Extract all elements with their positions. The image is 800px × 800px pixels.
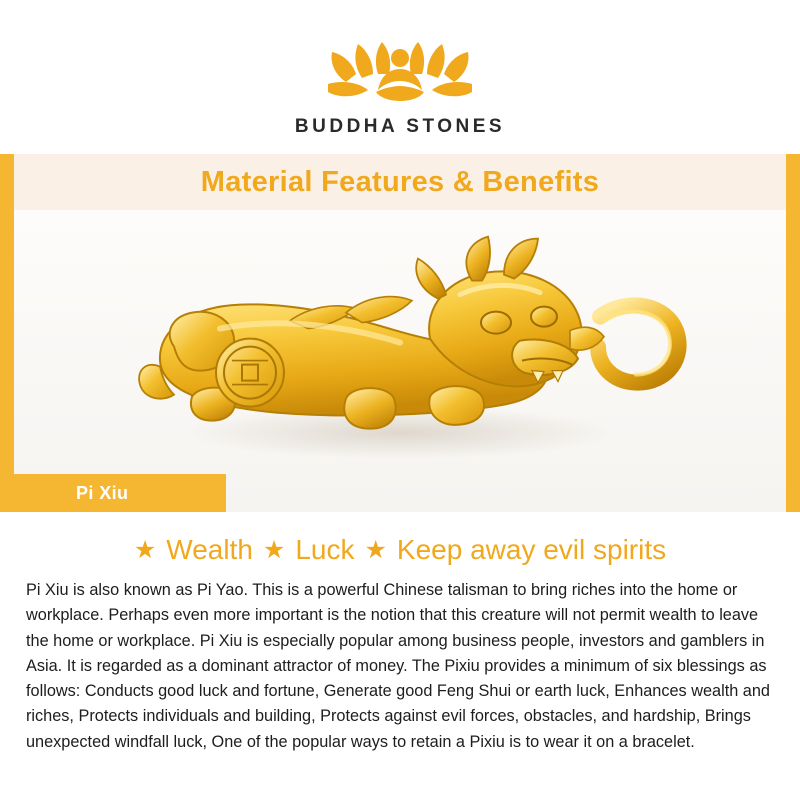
brand-header (0, 0, 800, 138)
star-icon-1: ★ (133, 535, 157, 564)
content-area (0, 534, 800, 755)
description-paragraph: Pi Xiu is also known as Pi Yao. This is a powerful Chinese talisman to bring riches into the home or workplace. Perhaps even more important is the notion that this creature will not permit wealth to leave the home or workplace. Pi Xiu is especially popular among business people, investors and gamblers in Asia. It is regarded as a dominant attractor of money. The Pixiu provides a minimum of six blessings as follows: Conducts good luck and fortune, Generate good Feng Shui or earth luck, Enhances wealth and riches, Protects individuals and building, Protects against evil forces, obstacles, and hardship, Brings unexpected windfall luck, One of the popular ways to retain a Pixiu is to wear it on a bracelet. (26, 581, 770, 751)
product-caption-label: Pi Xiu (76, 482, 129, 503)
benefit-label-wealth: Wealth (166, 534, 253, 565)
benefits-headline (26, 534, 774, 566)
brand-name: BUDDHA STONES (294, 116, 506, 137)
hero-frame-left (0, 210, 14, 512)
star-icon-3: ★ (364, 535, 387, 564)
product-caption-tab (14, 474, 226, 512)
page-title: Material Features & Benefits (200, 165, 600, 198)
section-title-band (0, 154, 800, 210)
band-edge-right (786, 154, 800, 210)
benefit-label-evil-spirits: Keep away evil spirits (396, 534, 667, 565)
lotus-meditation-icon (310, 22, 490, 114)
product-image-area (0, 210, 800, 512)
hero-frame-right (786, 210, 800, 512)
golden-pixiu-pendant-image (100, 221, 700, 491)
benefit-label-luck: Luck (295, 534, 355, 565)
band-edge-left (0, 154, 14, 210)
star-icon-2: ★ (262, 535, 286, 564)
